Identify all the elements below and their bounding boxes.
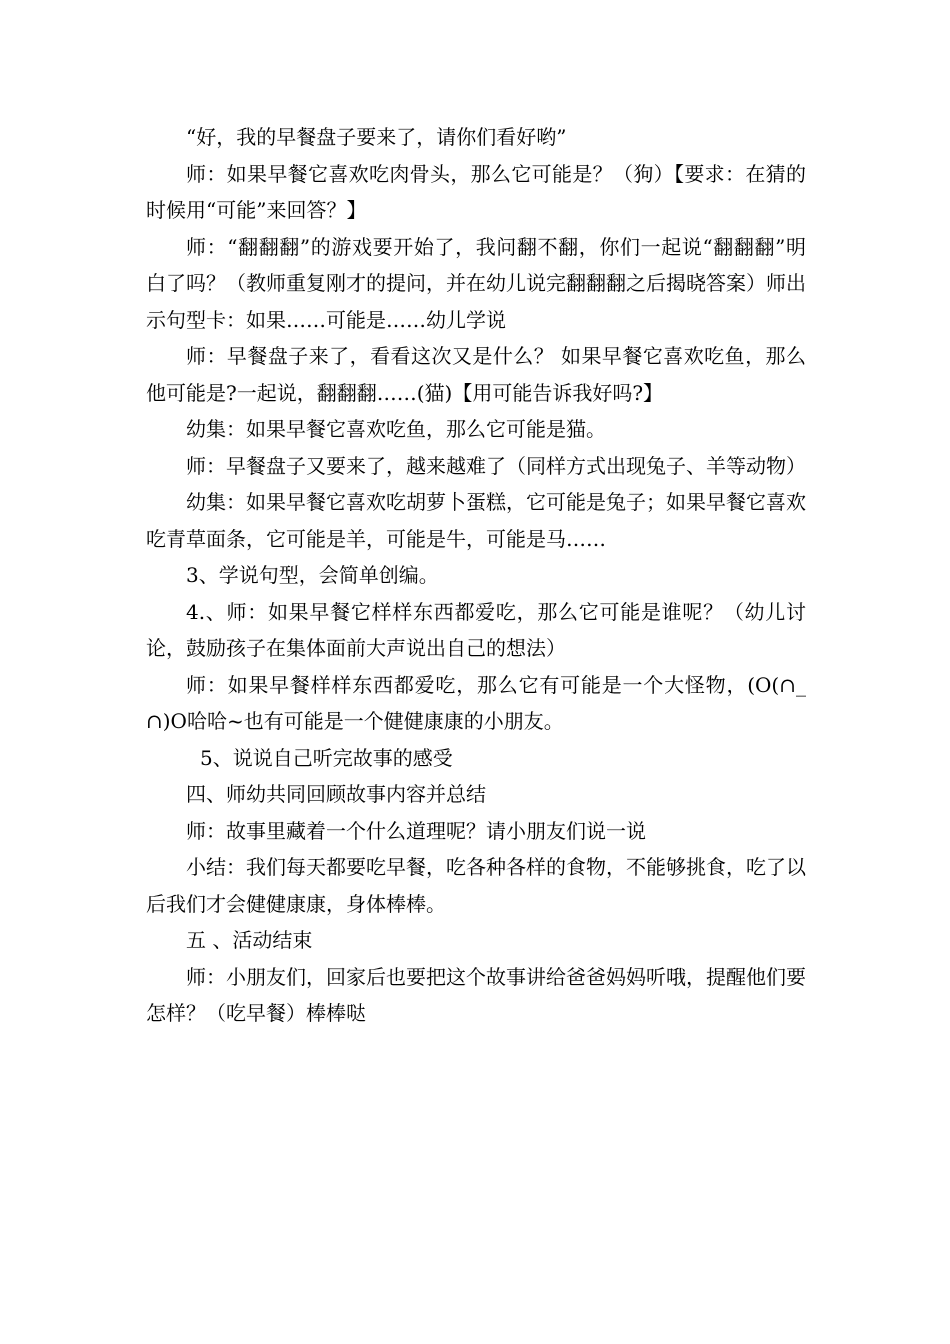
paragraph-flip-game: 师：“翻翻翻”的游戏要开始了，我问翻不翻，你们一起说“翻翻翻”明白了吗？（教师重复刚才的提问，并在幼儿说完翻翻翻之后揭晓答案）师出示句型卡：如果……可能是……幼儿学说: [146, 234, 806, 332]
paragraph-children-cat: 幼集：如果早餐它喜欢吃鱼，那么它可能是猫。: [186, 417, 606, 441]
paragraph-teacher-harder: 师：早餐盘子又要来了，越来越难了（同样方式出现兔子、羊等动物）: [186, 453, 806, 478]
paragraph-teacher-dog: 师：如果早餐它喜欢吃肉骨头，那么它可能是？（狗）【要求：在猜的时候用“可能”来回答？】: [146, 161, 806, 222]
paragraph-summary: 小结：我们每天都要吃早餐，吃各种各样的食物，不能够挑食，吃了以后我们才会健健康康，身体棒棒。: [146, 855, 806, 916]
paragraph-teacher-closing: 师：小朋友们，回家后也要把这个故事讲给爸爸妈妈听哦，提醒他们要怎样？（吃早餐）棒棒哒: [146, 964, 806, 1025]
document-body: [146, 119, 806, 1032]
paragraph-intro-quote: “好，我的早餐盘子要来了，请你们看好哟”: [186, 125, 567, 149]
paragraph-teacher-moral: 师：故事里藏着一个什么道理呢？请小朋友们说一说: [186, 818, 646, 843]
paragraph-section-4: 四、师幼共同回顾故事内容并总结: [186, 782, 486, 806]
paragraph-step-3: 3、学说句型，会简单创编。: [186, 563, 439, 587]
paragraph-section-5: 五 、活动结束: [186, 928, 313, 952]
paragraph-children-rabbit-sheep: 幼集：如果早餐它喜欢吃胡萝卜蛋糕，它可能是兔子；如果早餐它喜欢吃青草面条，它可能是羊，可能是牛，可能是马……: [146, 490, 806, 551]
paragraph-step-4: 4.、师：如果早餐它样样东西都爱吃，那么它可能是谁呢？（幼儿讨论，鼓励孩子在集体面前大声说出自己的想法）: [146, 599, 806, 660]
paragraph-step-5: 5、说说自己听完故事的感受: [200, 745, 453, 770]
paragraph-teacher-monster: 师：如果早餐样样东西都爱吃，那么它有可能是一个大怪物，(O(∩_∩)O哈哈~也有可能是一个健健康康的小朋友。: [146, 672, 806, 733]
paragraph-teacher-cat: 师：早餐盘子来了，看看这次又是什么？ 如果早餐它喜欢吃鱼，那么他可能是?一起说，翻翻翻……(猫)【用可能告诉我好吗?】: [146, 344, 806, 405]
